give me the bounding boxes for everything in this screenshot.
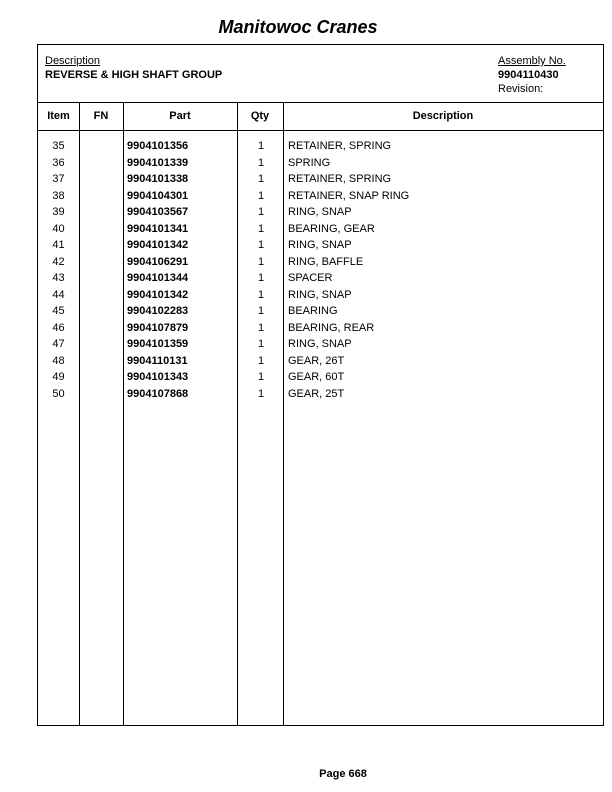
part-number: 9904101356 <box>127 140 189 152</box>
part-description: RETAINER, SPRING <box>288 140 392 152</box>
part-description: GEAR, 26T <box>288 354 345 367</box>
column-header-item: Item <box>47 110 70 122</box>
table-row <box>38 204 603 221</box>
part-number: 9904104301 <box>127 189 189 202</box>
table-row <box>38 237 603 254</box>
part-description: SPRING <box>288 156 331 169</box>
quantity: 1 <box>257 206 265 218</box>
quantity: 1 <box>257 338 265 350</box>
quantity: 1 <box>257 239 265 251</box>
assembly-number-block <box>498 54 566 96</box>
page-number: Page 668 <box>319 768 367 780</box>
part-number: 9904101343 <box>127 371 189 383</box>
part-number: 9904102283 <box>127 305 189 317</box>
column-header-fn: FN <box>93 110 109 122</box>
table-row <box>38 386 603 403</box>
quantity: 1 <box>257 173 265 185</box>
item-number: 40 <box>52 222 65 235</box>
item-number: 45 <box>52 305 65 317</box>
part-number: 9904103567 <box>127 206 189 218</box>
part-description: GEAR, 25T <box>288 387 345 400</box>
item-number: 50 <box>52 387 65 400</box>
description-label: Description <box>45 55 101 67</box>
part-number: 9904107879 <box>127 321 189 334</box>
part-description: RING, SNAP <box>288 239 352 251</box>
parts-table-body <box>38 138 603 402</box>
quantity: 1 <box>257 354 265 367</box>
table-row <box>38 155 603 172</box>
assembly-description: REVERSE & HIGH SHAFT GROUP <box>45 69 223 81</box>
table-row <box>38 171 603 188</box>
part-description: RING, SNAP <box>288 338 352 350</box>
part-description: BEARING, GEAR <box>288 222 375 235</box>
table-row <box>38 138 603 155</box>
item-number: 38 <box>52 189 65 202</box>
item-number: 43 <box>52 272 65 284</box>
part-number: 9904101339 <box>127 156 189 169</box>
assembly-number-label: Assembly No. <box>498 55 566 67</box>
revision-label: Revision: <box>498 83 544 95</box>
part-number: 9904101344 <box>127 272 189 284</box>
item-number: 47 <box>52 338 65 350</box>
item-number: 41 <box>52 239 65 251</box>
table-row <box>38 254 603 271</box>
part-description: SPACER <box>288 272 333 284</box>
part-number: 9904101342 <box>127 288 189 301</box>
part-description: BEARING <box>288 305 338 317</box>
item-number: 42 <box>52 255 65 268</box>
assembly-header <box>38 45 603 103</box>
column-header-qty: Qty <box>250 110 270 122</box>
item-number: 49 <box>52 371 65 383</box>
item-number: 37 <box>52 173 65 185</box>
item-number: 36 <box>52 156 65 169</box>
quantity: 1 <box>257 189 265 202</box>
column-header-part: Part <box>169 110 191 122</box>
part-description: RING, SNAP <box>288 288 352 301</box>
item-number: 39 <box>52 206 65 218</box>
document-title: Manitowoc Cranes <box>218 17 378 37</box>
table-row <box>38 287 603 304</box>
parts-list-frame <box>37 44 604 726</box>
part-description: RETAINER, SPRING <box>288 173 392 185</box>
quantity: 1 <box>257 305 265 317</box>
quantity: 1 <box>257 255 265 268</box>
table-row <box>38 221 603 238</box>
table-row <box>38 188 603 205</box>
part-description: RING, BAFFLE <box>288 255 364 268</box>
quantity: 1 <box>257 288 265 301</box>
item-number: 35 <box>52 140 65 152</box>
part-description: RETAINER, SNAP RING <box>288 189 410 202</box>
quantity: 1 <box>257 321 265 334</box>
quantity: 1 <box>257 222 265 235</box>
item-number: 48 <box>52 354 65 367</box>
part-number: 9904101342 <box>127 239 189 251</box>
table-row <box>38 336 603 353</box>
item-number: 46 <box>52 321 65 334</box>
part-number: 9904101341 <box>127 222 189 235</box>
part-number: 9904106291 <box>127 255 189 268</box>
table-row <box>38 320 603 337</box>
table-row <box>38 369 603 386</box>
quantity: 1 <box>257 156 265 169</box>
part-description: RING, SNAP <box>288 206 352 218</box>
part-number: 9904101338 <box>127 173 189 185</box>
assembly-number: 9904110430 <box>498 69 559 81</box>
part-number: 9904101359 <box>127 338 189 350</box>
quantity: 1 <box>257 371 265 383</box>
assembly-description-block <box>45 54 222 82</box>
part-description: GEAR, 60T <box>288 371 345 383</box>
quantity: 1 <box>257 387 265 400</box>
column-header-description: Description <box>412 110 474 122</box>
table-row <box>38 353 603 370</box>
part-number: 9904107868 <box>127 387 189 400</box>
table-row <box>38 303 603 320</box>
quantity: 1 <box>257 272 265 284</box>
quantity: 1 <box>257 140 265 152</box>
item-number: 44 <box>52 288 65 301</box>
part-description: BEARING, REAR <box>288 321 375 334</box>
part-number: 9904110131 <box>127 354 188 367</box>
table-row <box>38 270 603 287</box>
